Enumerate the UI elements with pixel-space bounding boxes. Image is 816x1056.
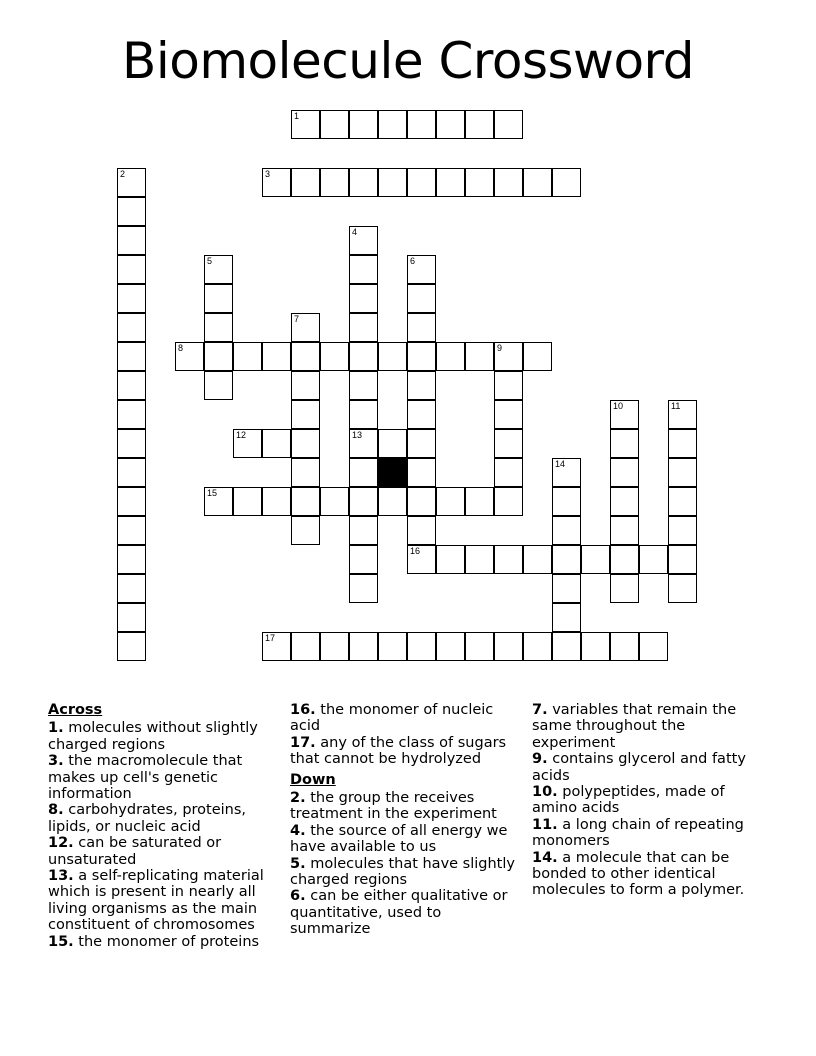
grid-cell[interactable] [262, 429, 291, 458]
clue-across-15: 15. the monomer of proteins [48, 933, 260, 950]
grid-cell[interactable] [668, 429, 697, 458]
clues-column-3 [532, 702, 764, 899]
grid-cell[interactable] [233, 342, 262, 371]
clue-number: 9 [497, 343, 503, 353]
grid-cell[interactable] [610, 458, 639, 487]
grid-cell[interactable] [407, 400, 436, 429]
clue-number: 10 [613, 401, 624, 411]
grid-cell[interactable] [378, 110, 407, 139]
grid-cell[interactable] [610, 516, 639, 545]
grid-cell[interactable] [494, 632, 523, 661]
across-header: Across [48, 702, 103, 718]
clue-across-3: 3. the macromolecule that makes up cell's genetic information [48, 753, 243, 803]
clue-number: 2 [120, 169, 126, 179]
grid-cell[interactable] [552, 545, 581, 574]
grid-cell[interactable] [204, 284, 233, 313]
grid-cell[interactable] [407, 255, 436, 284]
grid-cell[interactable] [552, 168, 581, 197]
grid-cell[interactable] [349, 342, 378, 371]
grid-cell[interactable] [494, 487, 523, 516]
grid-cell[interactable] [407, 516, 436, 545]
grid-cell[interactable] [436, 487, 465, 516]
grid-cell[interactable] [349, 545, 378, 574]
grid-cell[interactable] [523, 168, 552, 197]
clue-number: 17 [265, 633, 276, 643]
grid-cell[interactable] [436, 168, 465, 197]
grid-cell[interactable] [610, 545, 639, 574]
grid-cell[interactable] [117, 313, 146, 342]
grid-cell[interactable] [407, 429, 436, 458]
grid-cell[interactable] [494, 110, 523, 139]
clue-number: 8 [178, 343, 184, 353]
clue-down-11: 11. a long chain of repeating monomers [532, 816, 744, 850]
grid-cell[interactable] [465, 168, 494, 197]
grid-cell[interactable] [349, 226, 378, 255]
grid-cell[interactable] [349, 110, 378, 139]
grid-cell[interactable] [175, 342, 204, 371]
grid-cell[interactable] [117, 255, 146, 284]
clue-number: 16 [410, 546, 421, 556]
clue-down-9: 9. contains glycerol and fatty acids [532, 751, 746, 784]
grid-cell[interactable] [378, 487, 407, 516]
grid-cell[interactable] [117, 545, 146, 574]
grid-cell[interactable] [639, 632, 668, 661]
grid-cell[interactable] [552, 516, 581, 545]
grid-cell[interactable] [117, 168, 146, 197]
clues-column-1 [48, 702, 280, 950]
grid-cell[interactable] [436, 110, 465, 139]
grid-cell[interactable] [465, 342, 494, 371]
grid-cell[interactable] [552, 632, 581, 661]
clue-down-14: 14. a molecule that can be bonded to other identical molecules to form a polymer. [532, 849, 745, 899]
grid-cell[interactable] [494, 545, 523, 574]
grid-cell[interactable] [349, 632, 378, 661]
grid-cell[interactable] [552, 487, 581, 516]
grid-cell[interactable] [291, 429, 320, 458]
grid-cell[interactable] [117, 197, 146, 226]
grid-cell[interactable] [320, 110, 349, 139]
grid-cell[interactable] [204, 255, 233, 284]
grid-cell[interactable] [349, 284, 378, 313]
grid-cell[interactable] [349, 400, 378, 429]
grid-cell[interactable] [639, 545, 668, 574]
clue-down-6: 6. can be either qualitative or quantitative, used to summarize [290, 888, 508, 938]
clue-down-2: 2. the group the receives treatment in the experiment [290, 790, 497, 823]
grid-cell[interactable] [494, 400, 523, 429]
grid-cell[interactable] [291, 458, 320, 487]
clue-down-7: 7. variables that remain the same throughout the experiment [532, 702, 737, 751]
grid-cell[interactable] [407, 458, 436, 487]
grid-cell[interactable] [378, 632, 407, 661]
grid-cell[interactable] [117, 603, 146, 632]
page-title: Biomolecule Crossword [122, 32, 694, 90]
grid-cell[interactable] [117, 400, 146, 429]
clue-number: 12 [236, 430, 247, 440]
grid-cell[interactable] [668, 545, 697, 574]
grid-cell[interactable] [552, 458, 581, 487]
grid-cell[interactable] [349, 255, 378, 284]
grid-cell[interactable] [262, 342, 291, 371]
grid-cell[interactable] [349, 371, 378, 400]
grid-cell[interactable] [349, 516, 378, 545]
clue-number: 1 [294, 111, 300, 121]
clue-across-1: 1. molecules without slightly charged regions [48, 720, 258, 753]
clue-number: 14 [555, 459, 566, 469]
grid-cell[interactable] [262, 632, 291, 661]
grid-cell[interactable] [407, 632, 436, 661]
grid-cell[interactable] [407, 313, 436, 342]
grid-cell[interactable] [610, 632, 639, 661]
clue-number: 11 [671, 401, 681, 411]
black-cell [378, 458, 407, 487]
grid-cell[interactable] [117, 429, 146, 458]
grid-cell[interactable] [407, 545, 436, 574]
grid-cell[interactable] [291, 371, 320, 400]
grid-cell[interactable] [523, 342, 552, 371]
grid-cell[interactable] [552, 574, 581, 603]
grid-cell[interactable] [117, 371, 146, 400]
grid-cell[interactable] [117, 574, 146, 603]
grid-cell[interactable] [320, 342, 349, 371]
grid-cell[interactable] [320, 168, 349, 197]
grid-cell[interactable] [117, 458, 146, 487]
grid-cell[interactable] [668, 458, 697, 487]
grid-cell[interactable] [233, 429, 262, 458]
clue-across-13: 13. a self-replicating material which is present in nearly all living organisms as the main constituent of chromosomes [48, 868, 264, 934]
grid-cell[interactable] [465, 545, 494, 574]
grid-cell[interactable] [436, 545, 465, 574]
grid-cell[interactable] [349, 487, 378, 516]
grid-cell[interactable] [610, 400, 639, 429]
grid-cell[interactable] [204, 313, 233, 342]
grid-cell[interactable] [668, 400, 697, 429]
grid-cell[interactable] [668, 574, 697, 603]
grid-cell[interactable] [291, 110, 320, 139]
grid-cell[interactable] [407, 342, 436, 371]
grid-cell[interactable] [610, 429, 639, 458]
grid-cell[interactable] [668, 516, 697, 545]
grid-cell[interactable] [494, 168, 523, 197]
clue-down-10: 10. polypeptides, made of amino acids [532, 784, 725, 817]
clue-number: 13 [352, 430, 363, 440]
grid-cell[interactable] [291, 400, 320, 429]
grid-cell[interactable] [436, 342, 465, 371]
grid-cell[interactable] [291, 487, 320, 516]
grid-cell[interactable] [320, 632, 349, 661]
grid-cell[interactable] [349, 313, 378, 342]
clue-number: 6 [410, 256, 416, 266]
down-header: Down [290, 771, 336, 788]
grid-cell[interactable] [291, 342, 320, 371]
clue-across-16: 16. the monomer of nucleic acid [290, 702, 494, 735]
grid-cell[interactable] [465, 632, 494, 661]
grid-cell[interactable] [117, 226, 146, 255]
grid-cell[interactable] [204, 342, 233, 371]
grid-cell[interactable] [262, 168, 291, 197]
grid-cell[interactable] [291, 313, 320, 342]
clue-down-4: 4. the source of all energy we have available to us [290, 822, 508, 856]
grid-cell[interactable] [494, 429, 523, 458]
grid-cell[interactable] [378, 429, 407, 458]
grid-cell[interactable] [349, 429, 378, 458]
grid-cell[interactable] [407, 284, 436, 313]
grid-cell[interactable] [465, 110, 494, 139]
grid-cell[interactable] [407, 168, 436, 197]
grid-cell[interactable] [204, 371, 233, 400]
clue-across-17: 17. any of the class of sugars that cannot be hydrolyzed [290, 734, 507, 768]
grid-cell[interactable] [494, 371, 523, 400]
grid-cell[interactable] [291, 168, 320, 197]
grid-cell[interactable] [523, 545, 552, 574]
grid-cell[interactable] [320, 487, 349, 516]
grid-cell[interactable] [233, 487, 262, 516]
clue-down-5: 5. molecules that have slightly charged regions [290, 855, 515, 889]
grid-cell[interactable] [262, 487, 291, 516]
clue-number: 7 [294, 314, 300, 324]
clue-number: 15 [207, 488, 218, 498]
grid-cell[interactable] [117, 342, 146, 371]
clue-number: 4 [352, 227, 358, 237]
grid-cell[interactable] [349, 574, 378, 603]
grid-cell[interactable] [291, 632, 320, 661]
clue-across-12: 12. can be saturated or unsaturated [48, 835, 222, 868]
grid-cell[interactable] [407, 371, 436, 400]
grid-cell[interactable] [523, 632, 552, 661]
grid-cell[interactable] [117, 284, 146, 313]
grid-cell[interactable] [552, 603, 581, 632]
grid-cell[interactable] [407, 487, 436, 516]
grid-cell[interactable] [610, 487, 639, 516]
grid-cell[interactable] [349, 458, 378, 487]
clue-number: 5 [207, 256, 213, 266]
grid-cell[interactable] [378, 168, 407, 197]
grid-cell[interactable] [349, 168, 378, 197]
grid-cell[interactable] [291, 516, 320, 545]
clue-number: 3 [265, 169, 271, 179]
grid-cell[interactable] [117, 487, 146, 516]
grid-cell[interactable] [494, 342, 523, 371]
grid-cell[interactable] [668, 487, 697, 516]
grid-cell[interactable] [204, 487, 233, 516]
grid-cell[interactable] [494, 458, 523, 487]
grid-cell[interactable] [378, 342, 407, 371]
grid-cell[interactable] [117, 632, 146, 661]
grid-cell[interactable] [610, 574, 639, 603]
grid-cell[interactable] [117, 516, 146, 545]
grid-cell[interactable] [407, 110, 436, 139]
grid-cell[interactable] [465, 487, 494, 516]
clues-column-2 [290, 702, 522, 938]
grid-cell[interactable] [581, 545, 610, 574]
clue-across-8: 8. carbohydrates, proteins, lipids, or nucleic acid [48, 802, 247, 835]
grid-cell[interactable] [436, 632, 465, 661]
grid-cell[interactable] [581, 632, 610, 661]
